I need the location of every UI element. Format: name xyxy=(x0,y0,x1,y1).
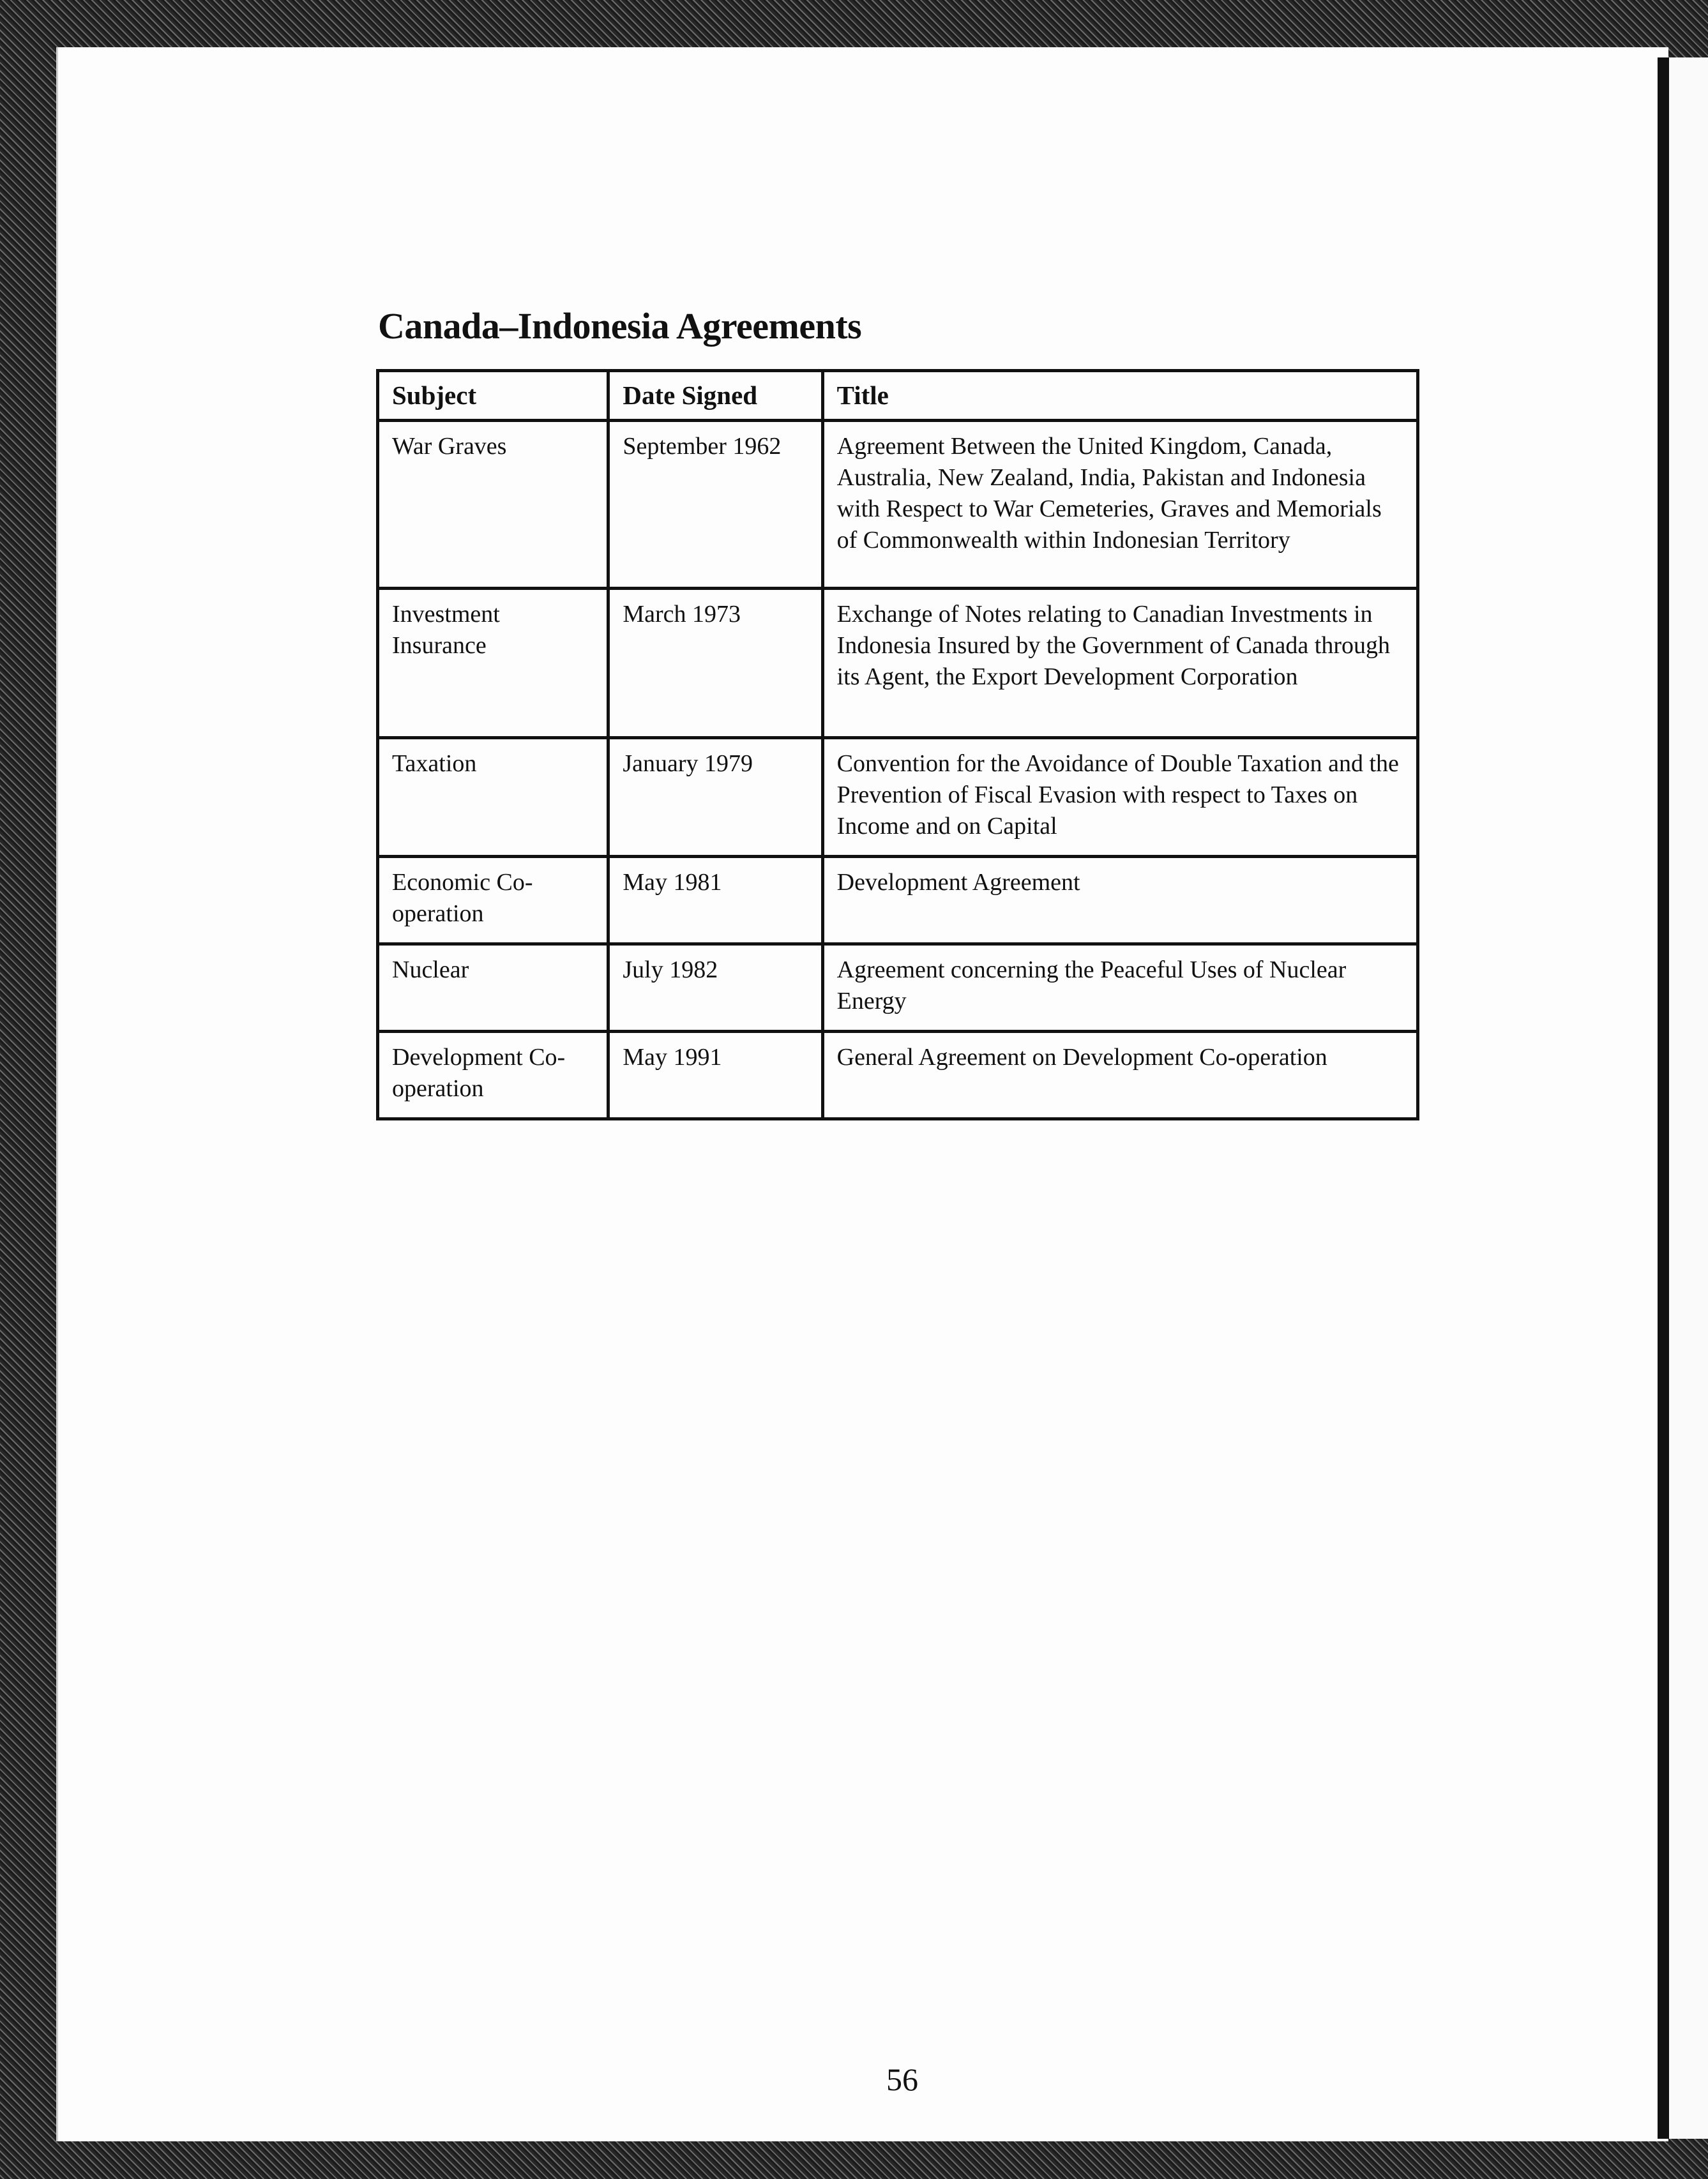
table-row xyxy=(378,1032,1418,1119)
cell-title: Agreement concerning the Peaceful Uses of Nuclear Energy xyxy=(822,944,1417,1032)
cell-date: March 1973 xyxy=(608,589,822,738)
cell-title: General Agreement on Development Co-operation xyxy=(822,1032,1417,1119)
table-row xyxy=(378,589,1418,738)
page-binding-edge xyxy=(1658,57,1669,2139)
adjacent-page-strip xyxy=(1669,57,1708,2139)
agreements-table xyxy=(376,369,1419,1120)
cell-subject: War Graves xyxy=(378,421,608,589)
table-row xyxy=(378,944,1418,1032)
cell-title: Agreement Between the United Kingdom, Canada, Australia, New Zealand, India, Pakistan and Indonesia with Respect to War Cemeteries, Graves and Memorials of Commonwealth within Indonesian Territory xyxy=(822,421,1417,589)
cell-subject: Economic Co-operation xyxy=(378,857,608,944)
cell-title: Development Agreement xyxy=(822,857,1417,944)
cell-title: Convention for the Avoidance of Double Taxation and the Prevention of Fiscal Evasion with respect to Taxes on Income and on Capital xyxy=(822,738,1417,857)
table-header-row xyxy=(378,371,1418,421)
cell-title: Exchange of Notes relating to Canadian Investments in Indonesia Insured by the Government of Canada through its Agent, the Export Development Corporation xyxy=(822,589,1417,738)
table-row xyxy=(378,857,1418,944)
cell-date: September 1962 xyxy=(608,421,822,589)
header-subject: Subject xyxy=(378,371,608,421)
cell-subject: Investment Insurance xyxy=(378,589,608,738)
cell-subject: Nuclear xyxy=(378,944,608,1032)
cell-date: May 1991 xyxy=(608,1032,822,1119)
page-title: Canada–Indonesia Agreements xyxy=(378,305,862,347)
table-row xyxy=(378,738,1418,857)
cell-subject: Taxation xyxy=(378,738,608,857)
header-date-signed: Date Signed xyxy=(608,371,822,421)
cell-date: May 1981 xyxy=(608,857,822,944)
header-title: Title xyxy=(822,371,1417,421)
page-number: 56 xyxy=(886,2062,918,2097)
table-row xyxy=(378,421,1418,589)
cell-date: January 1979 xyxy=(608,738,822,857)
cell-date: July 1982 xyxy=(608,944,822,1032)
cell-subject: Development Co-operation xyxy=(378,1032,608,1119)
